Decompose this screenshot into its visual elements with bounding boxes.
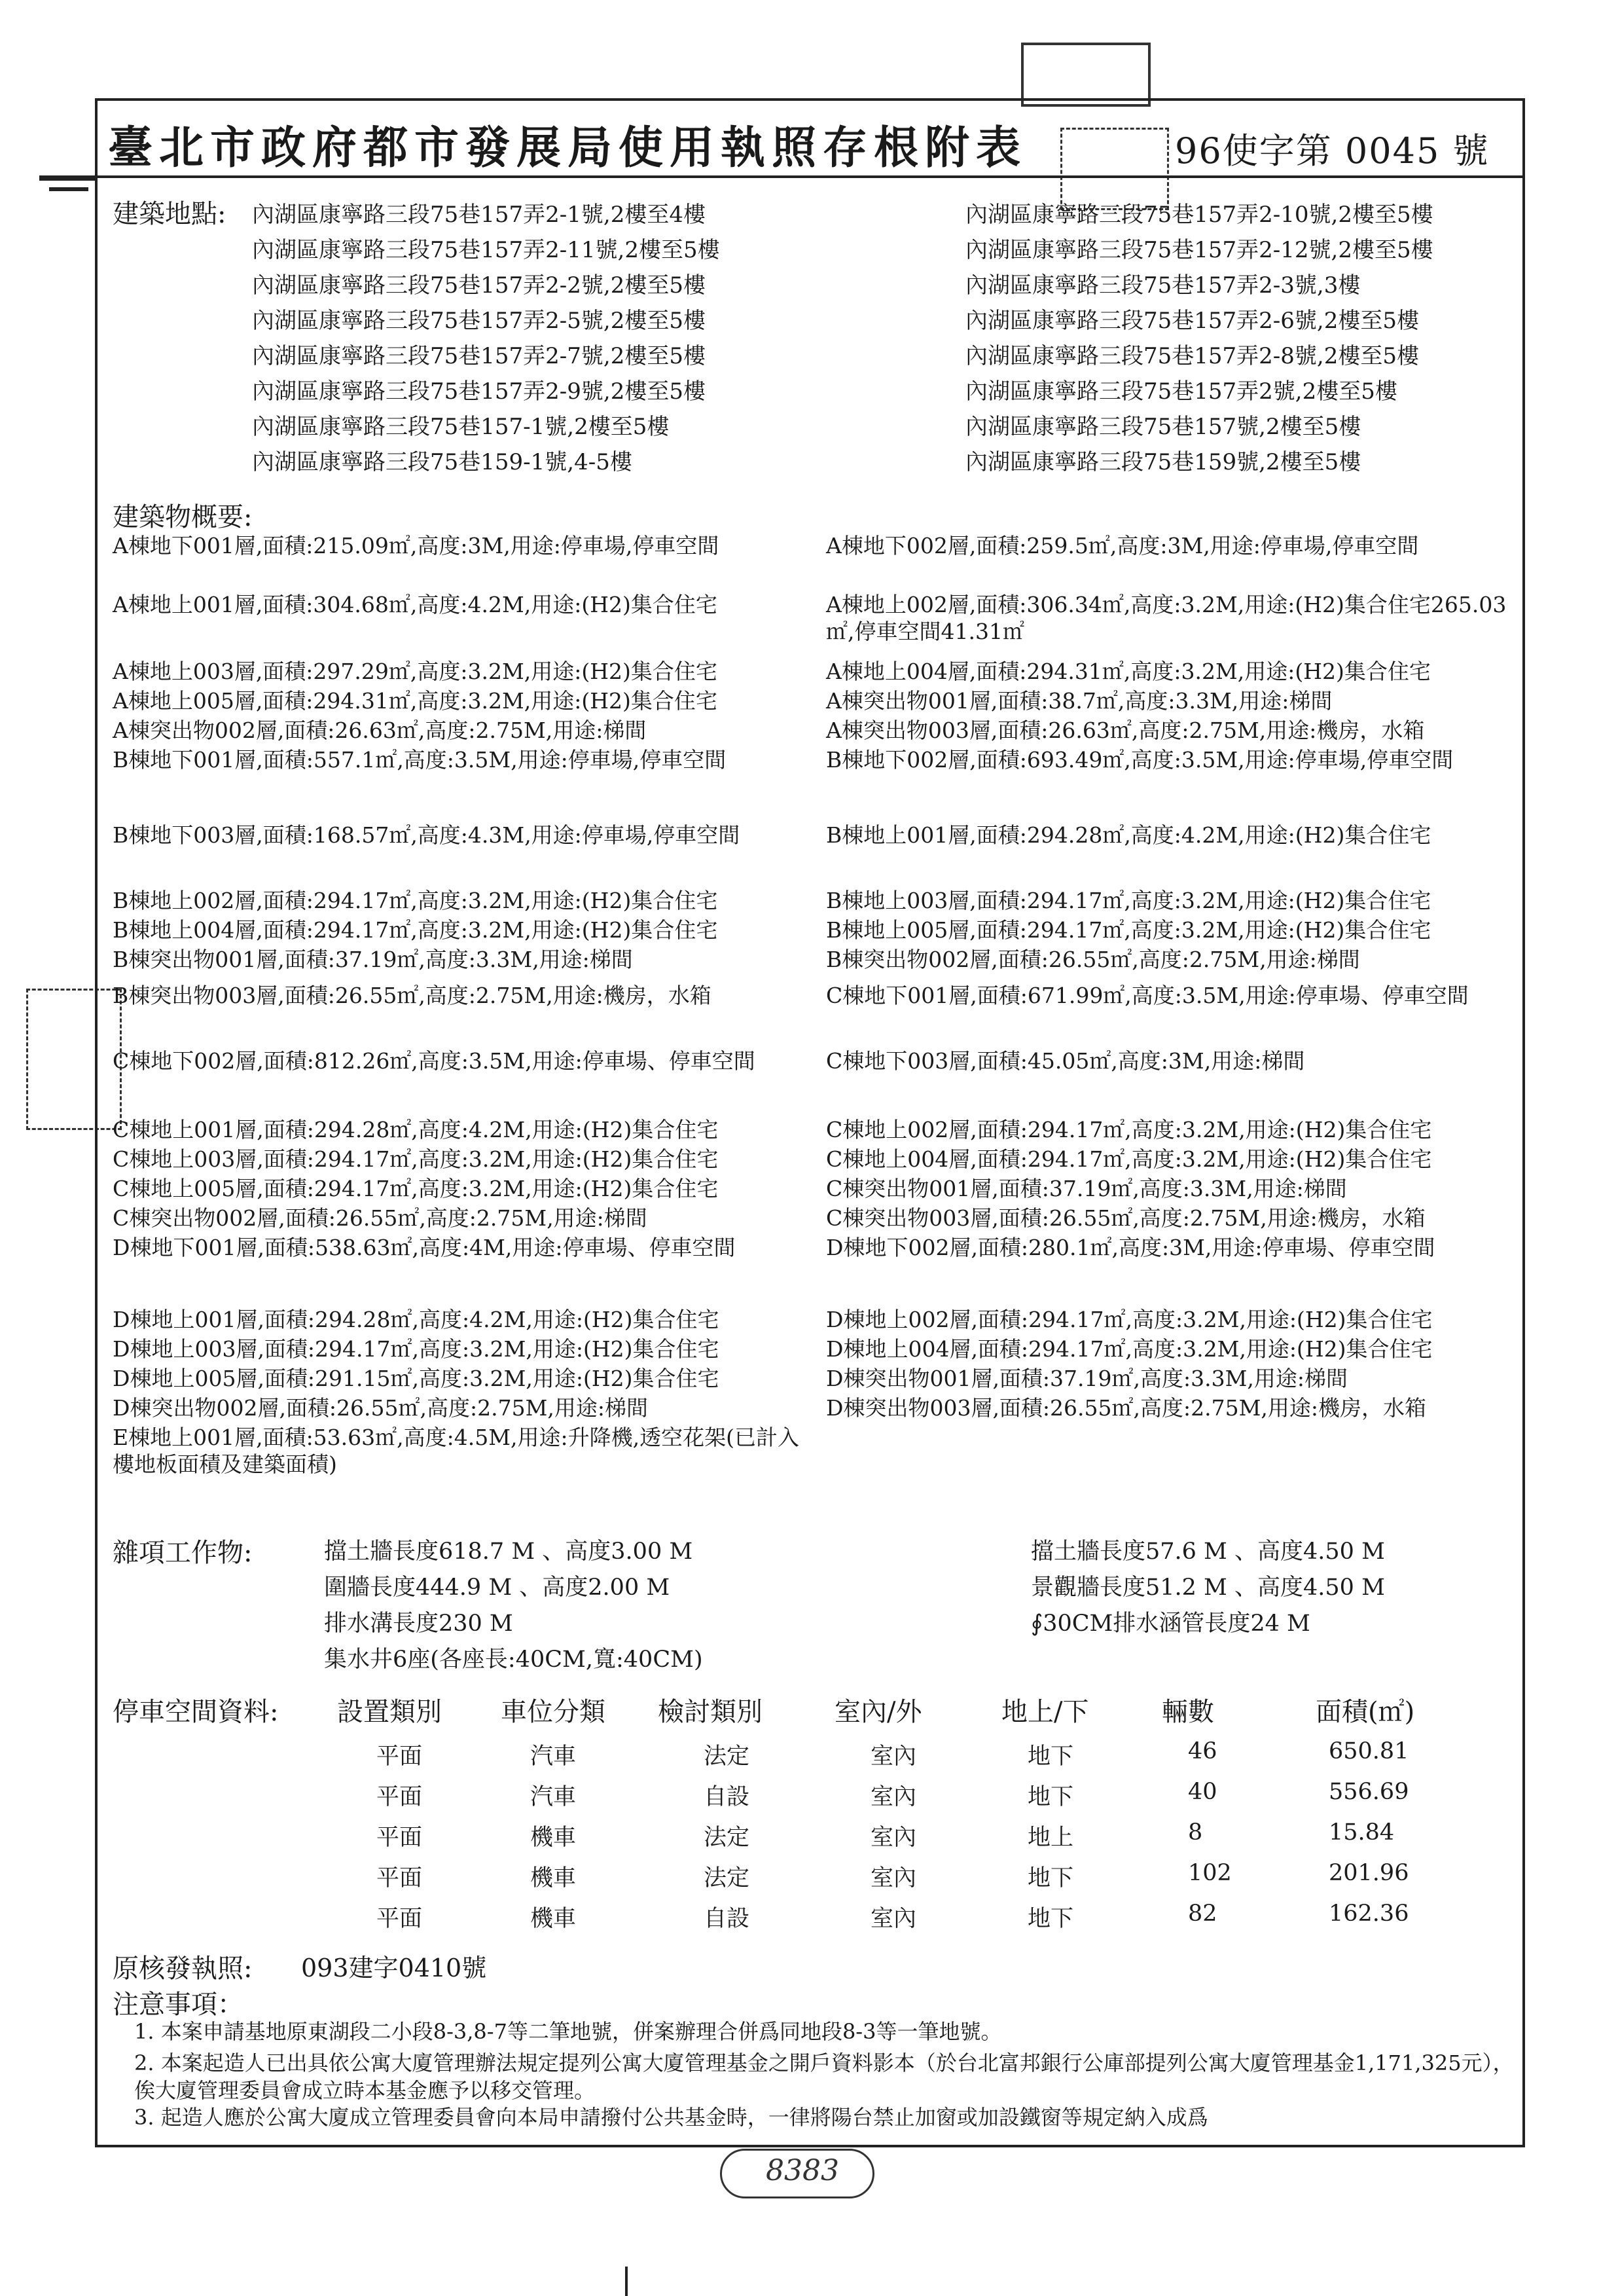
site-label: 建築地點:	[113, 199, 226, 229]
summary-item: B棟地下001層,面積:557.1㎡,高度:3.5M,用途:停車場,停車空間	[113, 747, 727, 773]
scan-mark	[49, 187, 88, 191]
note-item: 1. 本案申請基地原東湖段二小段8-3,8-7等二筆地號，併案辦理合併爲同地段8-3等一筆地號。	[134, 2019, 1002, 2044]
summary-item: D棟突出物001層,面積:37.19㎡,高度:3.3M,用途:梯間	[826, 1366, 1348, 1391]
parking-header: 車位分類	[501, 1697, 605, 1727]
seal-stamp-top	[1021, 43, 1151, 107]
site-address: 內湖區康寧路三段75巷157弄2號,2樓至5樓	[965, 378, 1397, 405]
summary-item: C棟地下001層,面積:671.99㎡,高度:3.5M,用途:停車場、停車空間	[826, 983, 1469, 1008]
summary-item: D棟地上004層,面積:294.17㎡,高度:3.2M,用途:(H2)集合住宅	[826, 1336, 1433, 1362]
parking-cell: 平面	[376, 1784, 423, 1810]
parking-cell: 162.36	[1329, 1901, 1409, 1927]
parking-cell: 室內	[871, 1743, 917, 1770]
scan-mark	[625, 2267, 628, 2296]
parking-cell: 自設	[704, 1906, 750, 1932]
summary-item: C棟突出物001層,面積:37.19㎡,高度:3.3M,用途:梯間	[826, 1176, 1347, 1201]
summary-item: B棟地上002層,面積:294.17㎡,高度:3.2M,用途:(H2)集合住宅	[113, 888, 718, 913]
parking-cell: 地下	[1028, 1906, 1074, 1932]
parking-label: 停車空間資料:	[113, 1697, 279, 1727]
site-address: 內湖區康寧路三段75巷157弄2-1號,2樓至4樓	[252, 202, 706, 228]
summary-item: A棟地上002層,面積:306.34㎡,高度:3.2M,用途:(H2)集合住宅265.03㎡,停車空間41.31㎡	[826, 592, 1507, 644]
summary-item: A棟地下002層,面積:259.5㎡,高度:3M,用途:停車場,停車空間	[826, 533, 1419, 558]
parking-header: 檢討類別	[658, 1697, 763, 1727]
summary-item: C棟地下002層,面積:812.26㎡,高度:3.5M,用途:停車場、停車空間	[113, 1048, 755, 1074]
summary-item: C棟突出物002層,面積:26.55㎡,高度:2.75M,用途:梯間	[113, 1205, 647, 1231]
misc-work-item: 排水溝長度230 M	[324, 1611, 513, 1637]
misc-work-item: 圍牆長度444.9 M 、高度2.00 M	[324, 1575, 670, 1601]
site-address: 內湖區康寧路三段75巷157弄2-10號,2樓至5樓	[965, 202, 1433, 228]
misc-work-item: 集水井6座(各座長:40CM,寬:40CM)	[324, 1647, 703, 1673]
summary-item: C棟地上005層,面積:294.17㎡,高度:3.2M,用途:(H2)集合住宅	[113, 1176, 719, 1201]
parking-cell: 地下	[1028, 1784, 1074, 1810]
notes-label: 注意事項：	[113, 1990, 243, 2020]
summary-item: A棟突出物002層,面積:26.63㎡,高度:2.75M,用途:梯間	[113, 718, 647, 743]
misc-work-item: ∮30CM排水涵管長度24 M	[1031, 1611, 1310, 1637]
summary-item: C棟地上003層,面積:294.17㎡,高度:3.2M,用途:(H2)集合住宅	[113, 1146, 719, 1172]
page-number-stamp-text: 8383	[766, 2154, 839, 2187]
parking-header: 面積(㎡)	[1316, 1697, 1415, 1727]
summary-item: B棟地下002層,面積:693.49㎡,高度:3.5M,用途:停車場,停車空間	[826, 747, 1454, 773]
parking-cell: 汽車	[530, 1743, 577, 1770]
parking-cell: 室內	[871, 1865, 917, 1891]
summary-item: B棟地上004層,面積:294.17㎡,高度:3.2M,用途:(H2)集合住宅	[113, 917, 718, 943]
parking-cell: 平面	[376, 1743, 423, 1770]
summary-item: B棟地下003層,面積:168.57㎡,高度:4.3M,用途:停車場,停車空間	[113, 822, 740, 848]
misc-works-label: 雜項工作物:	[113, 1538, 253, 1568]
parking-cell: 平面	[376, 1906, 423, 1932]
misc-work-item: 擋土牆長度618.7 M 、高度3.00 M	[324, 1539, 693, 1565]
summary-item: D棟地下001層,面積:538.63㎡,高度:4M,用途:停車場、停車空間	[113, 1235, 736, 1260]
parking-cell: 40	[1188, 1779, 1217, 1805]
parking-cell: 汽車	[530, 1784, 577, 1810]
site-address: 內湖區康寧路三段75巷157號,2樓至5樓	[965, 414, 1361, 440]
parking-cell: 法定	[704, 1865, 750, 1891]
site-address: 內湖區康寧路三段75巷157-1號,2樓至5樓	[252, 414, 670, 440]
parking-cell: 機車	[530, 1825, 577, 1851]
site-address: 內湖區康寧路三段75巷157弄2-12號,2樓至5樓	[965, 237, 1433, 263]
summary-label: 建築物概要:	[113, 502, 253, 532]
site-address: 內湖區康寧路三段75巷157弄2-2號,2樓至5樓	[252, 272, 706, 299]
parking-cell: 8	[1188, 1819, 1203, 1846]
site-address: 內湖區康寧路三段75巷157弄2-9號,2樓至5樓	[252, 378, 706, 405]
parking-cell: 地下	[1028, 1743, 1074, 1770]
summary-item: C棟突出物003層,面積:26.55㎡,高度:2.75M,用途:機房，水箱	[826, 1205, 1426, 1231]
summary-item: C棟地上002層,面積:294.17㎡,高度:3.2M,用途:(H2)集合住宅	[826, 1117, 1432, 1142]
original-permit-value: 093建字0410號	[301, 1954, 487, 1982]
summary-item: C棟地上004層,面積:294.17㎡,高度:3.2M,用途:(H2)集合住宅	[826, 1146, 1432, 1172]
summary-item: D棟地上002層,面積:294.17㎡,高度:3.2M,用途:(H2)集合住宅	[826, 1307, 1433, 1332]
site-address: 內湖區康寧路三段75巷157弄2-7號,2樓至5樓	[252, 343, 706, 369]
parking-cell: 自設	[704, 1784, 750, 1810]
site-address: 內湖區康寧路三段75巷159號,2樓至5樓	[965, 449, 1361, 475]
misc-work-item: 擋土牆長度57.6 M 、高度4.50 M	[1031, 1539, 1385, 1565]
document-title: 臺北市政府都市發展局使用執照存根附表	[108, 122, 1028, 174]
summary-item: A棟地上005層,面積:294.31㎡,高度:3.2M,用途:(H2)集合住宅	[113, 688, 717, 714]
site-address: 內湖區康寧路三段75巷157弄2-3號,3樓	[965, 272, 1361, 299]
parking-cell: 650.81	[1329, 1738, 1409, 1764]
summary-item: A棟地上001層,面積:304.68㎡,高度:4.2M,用途:(H2)集合住宅	[113, 592, 717, 617]
summary-item: D棟地上005層,面積:291.15㎡,高度:3.2M,用途:(H2)集合住宅	[113, 1366, 719, 1391]
site-address: 內湖區康寧路三段75巷157弄2-8號,2樓至5樓	[965, 343, 1419, 369]
title-divider	[95, 175, 1525, 178]
summary-item: D棟地上001層,面積:294.28㎡,高度:4.2M,用途:(H2)集合住宅	[113, 1307, 719, 1332]
summary-item: A棟突出物001層,面積:38.7㎡,高度:3.3M,用途:梯間	[826, 688, 1333, 714]
parking-cell: 地下	[1028, 1865, 1074, 1891]
summary-item: D棟突出物003層,面積:26.55㎡,高度:2.75M,用途:機房，水箱	[826, 1395, 1427, 1421]
summary-item: B棟地上001層,面積:294.28㎡,高度:4.2M,用途:(H2)集合住宅	[826, 822, 1431, 848]
summary-item: E棟地上001層,面積:53.63㎡,高度:4.5M,用途:升降機,透空花架(已計入樓地板面積及建築面積)	[113, 1425, 800, 1477]
summary-item: C棟地上001層,面積:294.28㎡,高度:4.2M,用途:(H2)集合住宅	[113, 1117, 719, 1142]
parking-cell: 平面	[376, 1825, 423, 1851]
site-address: 內湖區康寧路三段75巷157弄2-6號,2樓至5樓	[965, 308, 1419, 334]
summary-item: A棟地上003層,面積:297.29㎡,高度:3.2M,用途:(H2)集合住宅	[113, 659, 717, 684]
summary-item: A棟地上004層,面積:294.31㎡,高度:3.2M,用途:(H2)集合住宅	[826, 659, 1431, 684]
summary-item: D棟突出物002層,面積:26.55㎡,高度:2.75M,用途:梯間	[113, 1395, 649, 1421]
site-address: 內湖區康寧路三段75巷159-1號,4-5樓	[252, 449, 632, 475]
summary-item: B棟地上005層,面積:294.17㎡,高度:3.2M,用途:(H2)集合住宅	[826, 917, 1431, 943]
summary-item: B棟地上003層,面積:294.17㎡,高度:3.2M,用途:(H2)集合住宅	[826, 888, 1431, 913]
scan-mark	[39, 175, 95, 181]
parking-cell: 室內	[871, 1825, 917, 1851]
parking-cell: 102	[1188, 1860, 1232, 1886]
permit-number: 96使字第 0045 號	[1175, 130, 1490, 172]
summary-item: C棟地下003層,面積:45.05㎡,高度:3M,用途:梯間	[826, 1048, 1305, 1074]
parking-cell: 室內	[871, 1906, 917, 1932]
summary-item: B棟突出物002層,面積:26.55㎡,高度:2.75M,用途:梯間	[826, 947, 1360, 972]
parking-cell: 15.84	[1329, 1819, 1395, 1846]
summary-item: A棟突出物003層,面積:26.63㎡,高度:2.75M,用途:機房，水箱	[826, 718, 1425, 743]
parking-header: 設置類別	[337, 1697, 442, 1727]
parking-cell: 201.96	[1329, 1860, 1409, 1886]
original-permit-label: 原核發執照:	[113, 1954, 253, 1984]
site-address: 內湖區康寧路三段75巷157弄2-5號,2樓至5樓	[252, 308, 706, 334]
parking-cell: 平面	[376, 1865, 423, 1891]
summary-item: D棟地下002層,面積:280.1㎡,高度:3M,用途:停車場、停車空間	[826, 1235, 1435, 1260]
site-address: 內湖區康寧路三段75巷157弄2-11號,2樓至5樓	[252, 237, 720, 263]
parking-cell: 機車	[530, 1865, 577, 1891]
note-item: 3. 起造人應於公寓大廈成立管理委員會向本局申請撥付公共基金時，一律將陽台禁止加窗或加設鐵窗等規定納入成爲	[134, 2105, 1208, 2130]
summary-item: A棟地下001層,面積:215.09㎡,高度:3M,用途:停車場,停車空間	[113, 533, 719, 558]
parking-cell: 機車	[530, 1906, 577, 1932]
summary-item: B棟突出物001層,面積:37.19㎡,高度:3.3M,用途:梯間	[113, 947, 633, 972]
parking-cell: 556.69	[1329, 1779, 1409, 1805]
parking-cell: 室內	[871, 1784, 917, 1810]
parking-cell: 地上	[1028, 1825, 1074, 1851]
parking-header: 地上/下	[1001, 1697, 1089, 1727]
summary-item: D棟地上003層,面積:294.17㎡,高度:3.2M,用途:(H2)集合住宅	[113, 1336, 719, 1362]
parking-header: 輛數	[1162, 1697, 1214, 1727]
parking-cell: 46	[1188, 1738, 1217, 1764]
parking-cell: 法定	[704, 1825, 750, 1851]
misc-work-item: 景觀牆長度51.2 M 、高度4.50 M	[1031, 1575, 1385, 1601]
parking-header: 室內/外	[835, 1697, 922, 1727]
summary-item: B棟突出物003層,面積:26.55㎡,高度:2.75M,用途:機房，水箱	[113, 983, 711, 1008]
note-item: 2. 本案起造人已出具依公寓大廈管理辦法規定提列公寓大廈管理基金之開戶資料影本（於台北富邦銀行公庫部提列公寓大廈管理基金1,171,325元），俟大廈管理委員會成立時本基金應予以移交管理。	[134, 2050, 1514, 2103]
parking-cell: 82	[1188, 1901, 1217, 1927]
parking-cell: 法定	[704, 1743, 750, 1770]
